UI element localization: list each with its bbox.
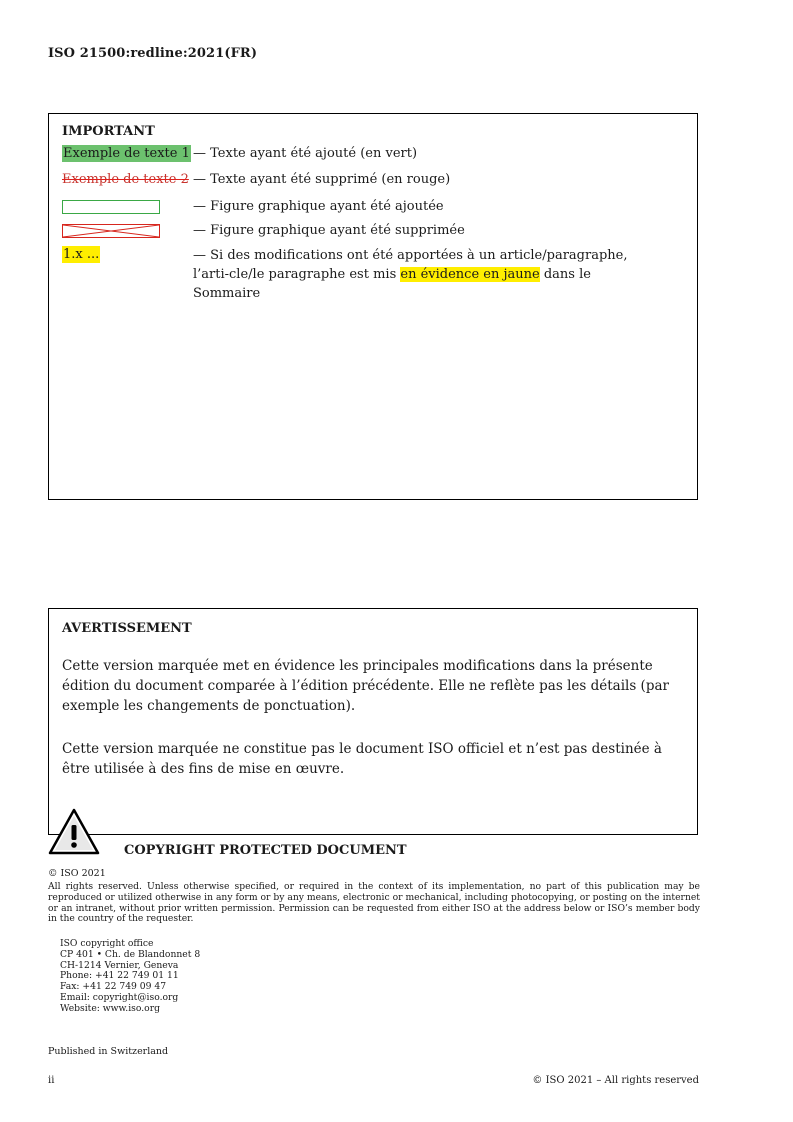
legend-row-deleted-figure (49, 222, 697, 240)
important-title: IMPORTANT (62, 124, 155, 139)
toc-highlight-sample: 1.x ... (63, 247, 100, 262)
iso-address (60, 939, 200, 1015)
legend-row-added-figure (49, 198, 697, 216)
warning-title: AVERTISSEMENT (62, 621, 192, 636)
copyright-notice: All rights reserved. Unless otherwise specified, or required in the context of its implementation, no part of this publication may be reproduced or utilized otherwise in any form or by any means, electronic or mechanical, including photocopying, or posting on the internet or an intranet, without prior written permission. Permission can be requested from either ISO at the address below or ISO’s member body in the country of the requester. (48, 881, 700, 925)
address-line: Phone: +41 22 749 01 11 (60, 970, 179, 982)
deleted-text-description: — Texte ayant été supprimé (en rouge) (193, 172, 451, 187)
added-text-sample: Exemple de texte 1 (63, 146, 190, 161)
copyright-year: © ISO 2021 (48, 868, 106, 879)
address-line: CP 401 • Ch. de Blandonnet 8 (60, 948, 201, 960)
deleted-figure-description: — Figure graphique ayant été supprimée (193, 223, 465, 238)
warning-box (48, 608, 698, 835)
copyright-heading: COPYRIGHT PROTECTED DOCUMENT (124, 843, 407, 858)
added-figure-description: — Figure graphique ayant été ajoutée (193, 199, 444, 214)
footer-copyright: © ISO 2021 – All rights reserved (532, 1075, 699, 1086)
toc-highlight-text-after: dans le Sommaire (193, 267, 591, 301)
warning-paragraph-2: Cette version marquée ne constitue pas le document ISO officiel et n’est pas destinée à être utilisée à des fins de mise en œuvre. (62, 741, 662, 777)
added-figure-sample (62, 200, 160, 214)
deleted-text-sample: Exemple de texte 2 (62, 172, 189, 187)
toc-highlight-description (193, 246, 653, 303)
published-in: Published in Switzerland (48, 1046, 169, 1057)
address-line: Email: copyright@iso.org (60, 991, 179, 1003)
address-line: CH-1214 Vernier, Geneva (60, 959, 179, 971)
address-line: ISO copyright office (60, 938, 154, 949)
address-line: Fax: +41 22 749 09 47 (60, 981, 167, 993)
page-number: ii (48, 1075, 55, 1086)
toc-highlight-text-before: — Si des modifications ont été apportées à un article/paragraphe, l’arti-cle/le paragraphe est mis (193, 248, 628, 282)
deleted-figure-sample (62, 224, 160, 238)
legend-row-toc-highlight (49, 246, 697, 301)
toc-highlight-mark: en évidence en jaune (400, 267, 540, 282)
address-line: Website: www.iso.org (60, 1002, 160, 1014)
added-text-description: — Texte ayant été ajouté (en vert) (193, 146, 418, 161)
important-legend-box (48, 113, 698, 500)
warning-triangle-icon (48, 808, 100, 860)
document-id: ISO 21500:redline:2021(FR) (48, 46, 258, 61)
cross-out-icon (63, 225, 159, 237)
warning-paragraph-1: Cette version marquée met en évidence les principales modifications dans la présente édition du document comparée à l’édition précédente. Elle ne reflète pas les détails (par exemple les changements de ponctuation). (62, 658, 669, 714)
